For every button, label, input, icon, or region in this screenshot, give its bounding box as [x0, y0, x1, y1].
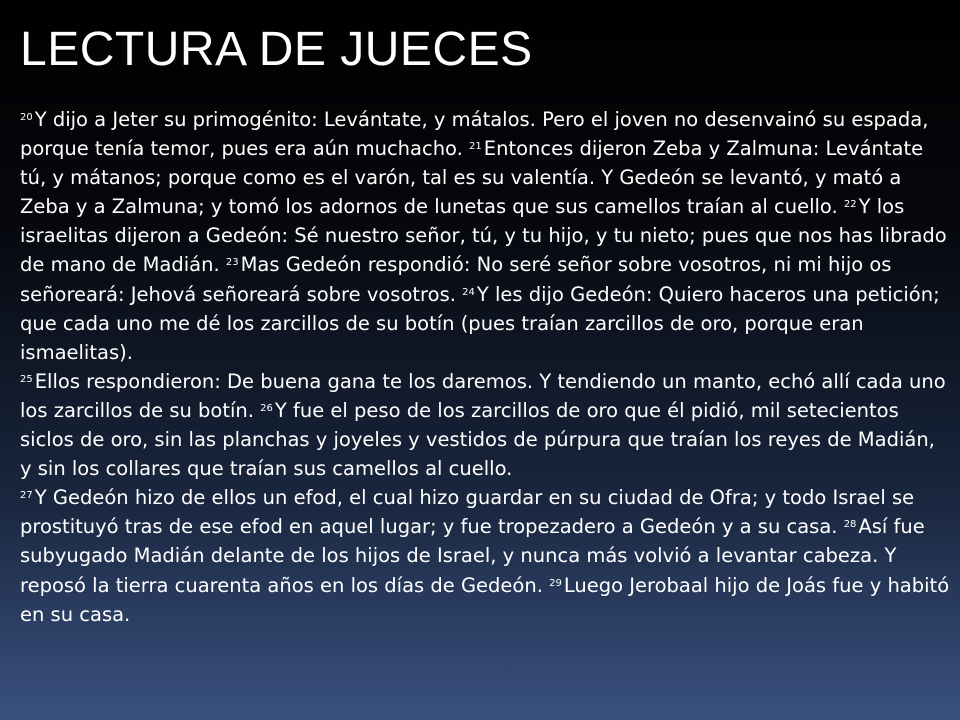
verse-number: 21 — [469, 141, 482, 153]
verse-number: 22 — [843, 199, 857, 211]
verse-number: 25 — [20, 373, 33, 385]
slide-title: LECTURA DE JUECES — [20, 23, 533, 76]
verse-text: Y fue el peso de los zarcillos de oro que él pidió, mil setecientos siclos de oro, sin las planchas y joyeles y vestidos de púrpura que traían los reyes de Madián, y sin los collares que traían sus camellos al cuello. — [20, 398, 935, 481]
verse-text: Ellos respondieron: De buena gana te los daremos. Y tendiendo un manto, echó allí cada uno los zarcillos de su botín. — [20, 369, 946, 422]
scripture-passage — [20, 105, 950, 629]
verse-text: Luego Jerobaal hijo de Joás fue y habitó en su casa. — [20, 573, 950, 626]
verse-number: 26 — [260, 402, 273, 414]
verse-text: Y dijo a Jeter su primogénito: Levántate, y mátalos. Pero el joven no desenvainó su espada, porque tenía temor, pues era aún muchacho. — [20, 108, 929, 161]
verse-number: 27 — [20, 490, 33, 502]
verse-number: 28 — [843, 519, 857, 531]
verse-text: Así fue subyugado Madián delante de los hijos de Israel, y nunca más volvió a levantar cabeza. Y reposó la tierra cuarenta años en los días de Gedeón. — [20, 515, 925, 597]
verse-text: Mas Gedeón respondió: No seré señor sobre vosotros, ni mi hijo os señoreará: Jehová señoreará sobre vosotros. — [20, 253, 892, 306]
verse-text: Y Gedeón hizo de ellos un efod, el cual hizo guardar en su ciudad de Ofra; y todo Israel se prostituyó tras de ese efod en aquel lugar; y fue tropezadero a Gedeón y a su casa. — [20, 486, 915, 539]
verse-number: 24 — [462, 286, 475, 298]
verse-text: Y los israelitas dijeron a Gedeón: Sé nuestro señor, tú, y tu hijo, y tu nieto; pues que nos has librado de mano de Madián. — [20, 195, 947, 277]
verse-number: 20 — [20, 112, 33, 123]
verse-text: Y les dijo Gedeón: Quiero haceros una petición; que cada uno me dé los zarcillos de su botín (pues traían zarcillos de oro, porque eran ismaelitas). — [20, 282, 940, 364]
verse-number: 29 — [549, 577, 562, 589]
verse-text: Entonces dijeron Zeba y Zalmuna: Levántate tú, y mátanos; porque como es el varón, tal es su valentía. Y Gedeón se levantó, y mató a Zeba y a Zalmuna; y tomó los adornos de lunetas que sus camellos traían al cuello. — [20, 137, 924, 219]
verse-number: 23 — [225, 257, 239, 269]
